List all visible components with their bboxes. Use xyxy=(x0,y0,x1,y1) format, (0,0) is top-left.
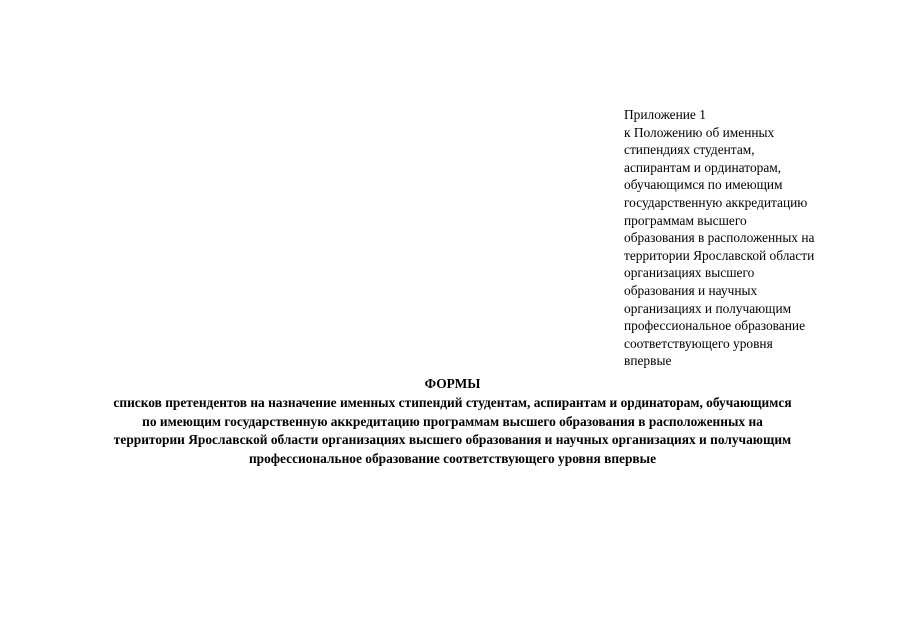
annex-line: аспирантам и ординаторам, xyxy=(624,159,782,175)
document-subtitle-line: территории Ярославской области организациях высшего образования и научных организациях и получающим xyxy=(113,432,792,447)
annex-line: обучающимся по имеющим xyxy=(624,177,783,193)
annex-line: впервые xyxy=(624,353,672,369)
annex-block xyxy=(624,106,864,370)
document-title: ФОРМЫ xyxy=(424,376,481,391)
annex-line: образования в расположенных на xyxy=(624,230,815,246)
annex-line: профессиональное образование xyxy=(624,318,806,334)
document-subtitle-line: по имеющим государственную аккредитацию программам высшего образования в расположенных на xyxy=(142,413,763,429)
document-heading xyxy=(0,375,905,468)
annex-line: программам высшего xyxy=(624,212,747,228)
annex-line: территории Ярославской области xyxy=(624,247,815,263)
document-subtitle-line: профессиональное образование соответствующего уровня впервые xyxy=(248,450,657,466)
annex-line: государственную аккредитацию xyxy=(624,194,808,210)
annex-line: образования и научных xyxy=(624,282,758,298)
annex-line: стипендиях студентам, xyxy=(624,142,755,158)
document-subtitle-line: списков претендентов на назначение именных стипендий студентам, аспирантам и ординаторам, обучающимся xyxy=(113,395,792,410)
annex-line: организациях и получающим xyxy=(624,300,792,316)
annex-line: организациях высшего xyxy=(624,265,755,281)
annex-line: к Положению об именных xyxy=(624,124,775,140)
annex-line: Приложение 1 xyxy=(624,107,706,122)
annex-line: соответствующего уровня xyxy=(624,335,773,351)
